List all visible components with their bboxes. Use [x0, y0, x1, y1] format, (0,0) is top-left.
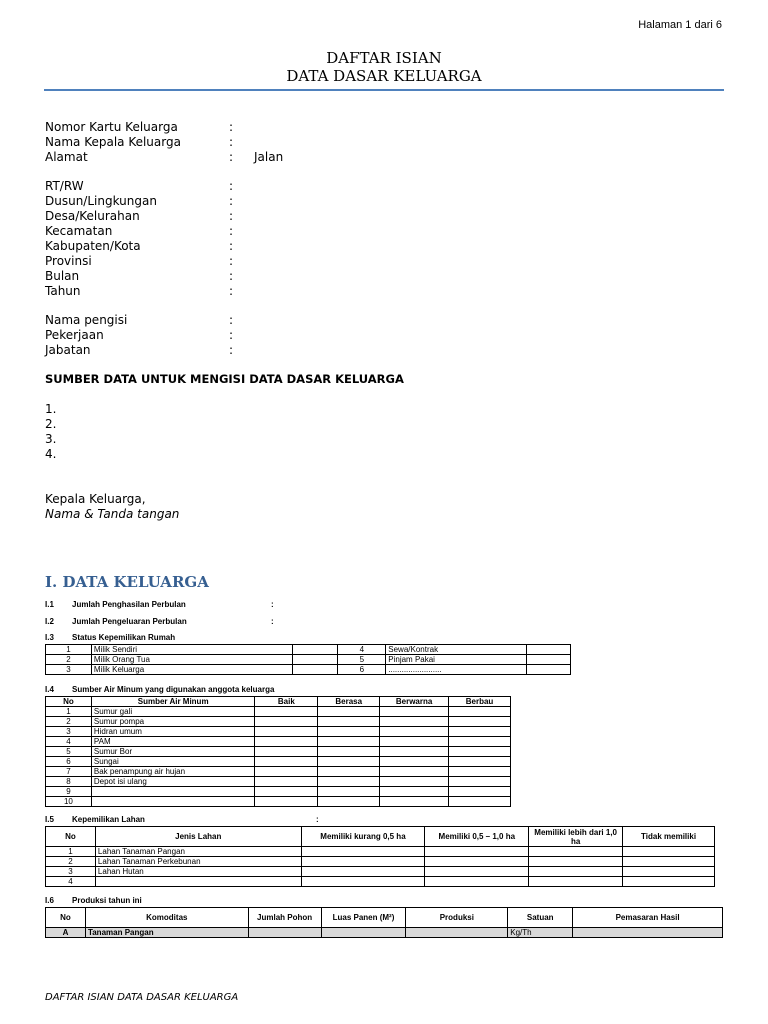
- option-check-cell[interactable]: [527, 655, 571, 665]
- check-cell[interactable]: [449, 787, 511, 797]
- row-number: 1: [46, 847, 96, 857]
- column-header: No: [46, 827, 96, 847]
- field-colon: :: [229, 150, 234, 164]
- water-source-name: [91, 797, 255, 807]
- option-label: Milik Sendiri: [91, 645, 293, 655]
- check-cell[interactable]: [380, 767, 449, 777]
- option-check-cell[interactable]: [527, 645, 571, 655]
- check-cell[interactable]: [380, 757, 449, 767]
- check-cell[interactable]: [380, 747, 449, 757]
- column-header: Baik: [255, 697, 318, 707]
- option-number: 4: [338, 645, 386, 655]
- check-cell[interactable]: [255, 777, 318, 787]
- table-row: [46, 757, 511, 767]
- option-number: 2: [46, 655, 92, 665]
- i5-colon: :: [316, 815, 319, 824]
- page-footer: DAFTAR ISIAN DATA DASAR KELUARGA: [45, 992, 239, 1003]
- option-number: 5: [338, 655, 386, 665]
- check-cell[interactable]: [255, 747, 318, 757]
- i2-label: Jumlah Pengeluaran Perbulan: [72, 617, 187, 626]
- column-header: Berasa: [318, 697, 380, 707]
- land-ownership-table: [45, 826, 715, 887]
- field-label: Nama Kepala Keluarga: [45, 135, 181, 149]
- i1-number: I.1: [45, 600, 54, 609]
- sumber-item: 3.: [45, 432, 57, 446]
- check-cell[interactable]: [318, 747, 380, 757]
- field-label: Kabupaten/Kota: [45, 239, 141, 253]
- jumlah-pohon-cell[interactable]: [248, 928, 321, 938]
- option-label: Milik Orang Tua: [91, 655, 293, 665]
- check-cell[interactable]: [529, 867, 623, 877]
- production-row-komoditas: Tanaman Pangan: [85, 928, 248, 938]
- row-number: 8: [46, 777, 92, 787]
- field-label: Pekerjaan: [45, 328, 104, 342]
- field-colon: :: [229, 239, 234, 253]
- check-cell[interactable]: [380, 737, 449, 747]
- table-row: [46, 747, 511, 757]
- water-source-table: [45, 696, 511, 807]
- i4-label: Sumber Air Minum yang digunakan anggota keluarga: [72, 685, 275, 694]
- row-number: 6: [46, 757, 92, 767]
- i3-label: Status Kepemilikan Rumah: [72, 633, 176, 642]
- check-cell[interactable]: [380, 797, 449, 807]
- check-cell[interactable]: [449, 797, 511, 807]
- field-label: Jabatan: [45, 343, 91, 357]
- check-cell[interactable]: [623, 847, 715, 857]
- check-cell[interactable]: [380, 777, 449, 787]
- check-cell[interactable]: [255, 717, 318, 727]
- water-source-name: Sumur Bor: [91, 747, 255, 757]
- sumber-heading: SUMBER DATA UNTUK MENGISI DATA DASAR KELUARGA: [45, 372, 404, 386]
- i3-number: I.3: [45, 633, 54, 642]
- signature-caption: Nama & Tanda tangan: [45, 507, 180, 521]
- option-check-cell[interactable]: [293, 645, 338, 655]
- option-label: Milik Keluarga: [91, 665, 293, 675]
- i1-label: Jumlah Penghasilan Perbulan: [72, 600, 186, 609]
- column-header: Satuan: [508, 908, 573, 928]
- field-colon: :: [229, 135, 234, 149]
- table-row: [46, 797, 511, 807]
- produksi-cell[interactable]: [406, 928, 508, 938]
- field-label: Desa/Kelurahan: [45, 209, 140, 223]
- check-cell[interactable]: [449, 707, 511, 717]
- column-header: Produksi: [406, 908, 508, 928]
- production-row-no: A: [46, 928, 86, 938]
- column-header: Memiliki lebih dari 1,0 ha: [529, 827, 623, 847]
- check-cell[interactable]: [449, 737, 511, 747]
- field-colon: :: [229, 313, 234, 327]
- check-cell[interactable]: [318, 707, 380, 717]
- row-number: 1: [46, 707, 92, 717]
- check-cell[interactable]: [449, 717, 511, 727]
- check-cell[interactable]: [301, 877, 425, 887]
- doc-title-line2: DATA DASAR KELUARGA: [286, 67, 482, 85]
- table-row: [46, 847, 715, 857]
- check-cell[interactable]: [318, 787, 380, 797]
- column-header: Luas Panen (M²): [321, 908, 406, 928]
- field-label: Tahun: [45, 284, 81, 298]
- column-header: Sumber Air Minum: [91, 697, 255, 707]
- field-colon: :: [229, 224, 234, 238]
- check-cell[interactable]: [529, 877, 623, 887]
- row-number: 9: [46, 787, 92, 797]
- field-value[interactable]: Jalan: [254, 150, 284, 164]
- i2-number: I.2: [45, 617, 54, 626]
- sumber-item: 2.: [45, 417, 57, 431]
- check-cell[interactable]: [449, 747, 511, 757]
- field-label: Dusun/Lingkungan: [45, 194, 157, 208]
- option-label: Sewa/Kontrak: [386, 645, 527, 655]
- signature-title: Kepala Keluarga,: [45, 492, 146, 506]
- option-check-cell[interactable]: [527, 665, 571, 675]
- check-cell[interactable]: [318, 727, 380, 737]
- field-label: Kecamatan: [45, 224, 113, 238]
- field-colon: :: [229, 179, 234, 193]
- row-number: 3: [46, 727, 92, 737]
- land-type-name: Lahan Tanaman Perkebunan: [95, 857, 301, 867]
- check-cell[interactable]: [623, 877, 715, 887]
- check-cell[interactable]: [318, 757, 380, 767]
- field-colon: :: [229, 284, 234, 298]
- table-row: [46, 707, 511, 717]
- column-header: Komoditas: [85, 908, 248, 928]
- check-cell[interactable]: [318, 797, 380, 807]
- i6-label: Produksi tahun ini: [72, 896, 142, 905]
- check-cell[interactable]: [301, 847, 425, 857]
- check-cell[interactable]: [449, 757, 511, 767]
- option-number: 3: [46, 665, 92, 675]
- pemasaran-cell[interactable]: [573, 928, 723, 938]
- field-label: Bulan: [45, 269, 80, 283]
- table-row: [46, 867, 715, 877]
- water-source-name: Sumur pompa: [91, 717, 255, 727]
- table-row: [46, 737, 511, 747]
- check-cell[interactable]: [255, 787, 318, 797]
- water-source-name: [91, 787, 255, 797]
- check-cell[interactable]: [318, 737, 380, 747]
- i5-label: Kepemilikan Lahan: [72, 815, 145, 824]
- column-header: Pemasaran Hasil: [573, 908, 723, 928]
- ownership-row: [46, 645, 571, 655]
- check-cell[interactable]: [255, 737, 318, 747]
- ownership-row: [46, 655, 571, 665]
- title-divider: [44, 89, 724, 91]
- row-number: 7: [46, 767, 92, 777]
- check-cell[interactable]: [623, 857, 715, 867]
- column-header: Jenis Lahan: [95, 827, 301, 847]
- check-cell[interactable]: [380, 727, 449, 737]
- table-row: [46, 777, 511, 787]
- check-cell[interactable]: [380, 707, 449, 717]
- table-row: [46, 767, 511, 777]
- row-number: 10: [46, 797, 92, 807]
- production-row-satuan: Kg/Th: [508, 928, 573, 938]
- production-row: [46, 928, 723, 938]
- check-cell[interactable]: [255, 757, 318, 767]
- row-number: 2: [46, 857, 96, 867]
- check-cell[interactable]: [255, 767, 318, 777]
- sumber-item: 4.: [45, 447, 57, 461]
- ownership-row: [46, 665, 571, 675]
- option-label: Pinjam Pakai: [386, 655, 527, 665]
- i1-colon: :: [271, 600, 274, 609]
- i6-number: I.6: [45, 896, 54, 905]
- table-row: [46, 857, 715, 867]
- land-type-name: Lahan Tanaman Pangan: [95, 847, 301, 857]
- check-cell[interactable]: [301, 867, 425, 877]
- check-cell[interactable]: [255, 797, 318, 807]
- i2-colon: :: [271, 617, 274, 626]
- field-label: Provinsi: [45, 254, 92, 268]
- column-header: No: [46, 908, 86, 928]
- option-check-cell[interactable]: [293, 655, 338, 665]
- page-indicator: Halaman 1 dari 6: [638, 19, 722, 31]
- check-cell[interactable]: [425, 857, 529, 867]
- water-source-name: Hidran umum: [91, 727, 255, 737]
- field-colon: :: [229, 209, 234, 223]
- field-colon: :: [229, 269, 234, 283]
- row-number: 4: [46, 877, 96, 887]
- check-cell[interactable]: [318, 777, 380, 787]
- row-number: 5: [46, 747, 92, 757]
- sumber-item: 1.: [45, 402, 57, 416]
- water-source-name: Depot isi ulang: [91, 777, 255, 787]
- check-cell[interactable]: [425, 877, 529, 887]
- row-number: 4: [46, 737, 92, 747]
- check-cell[interactable]: [380, 787, 449, 797]
- land-type-name: Lahan Hutan: [95, 867, 301, 877]
- check-cell[interactable]: [255, 707, 318, 717]
- table-row: [46, 717, 511, 727]
- column-header: Memiliki kurang 0,5 ha: [301, 827, 425, 847]
- table-row: [46, 727, 511, 737]
- check-cell[interactable]: [623, 867, 715, 877]
- check-cell[interactable]: [425, 867, 529, 877]
- option-label: ........................: [386, 665, 527, 675]
- water-source-name: Bak penampung air hujan: [91, 767, 255, 777]
- section-title: I. DATA KELUARGA: [45, 573, 209, 591]
- column-header: No: [46, 697, 92, 707]
- water-source-name: Sungai: [91, 757, 255, 767]
- check-cell[interactable]: [449, 727, 511, 737]
- column-header: Berwarna: [380, 697, 449, 707]
- land-type-name: [95, 877, 301, 887]
- field-label: RT/RW: [45, 179, 84, 193]
- check-cell[interactable]: [449, 767, 511, 777]
- field-colon: :: [229, 343, 234, 357]
- field-colon: :: [229, 254, 234, 268]
- check-cell[interactable]: [449, 777, 511, 787]
- check-cell[interactable]: [529, 857, 623, 867]
- field-label: Nomor Kartu Keluarga: [45, 120, 178, 134]
- field-label: Alamat: [45, 150, 88, 164]
- field-colon: :: [229, 328, 234, 342]
- option-number: 1: [46, 645, 92, 655]
- column-header: Memiliki 0,5 – 1,0 ha: [425, 827, 529, 847]
- water-source-name: PAM: [91, 737, 255, 747]
- row-number: 3: [46, 867, 96, 877]
- option-number: 6: [338, 665, 386, 675]
- water-source-name: Sumur gali: [91, 707, 255, 717]
- check-cell[interactable]: [255, 727, 318, 737]
- column-header: Berbau: [449, 697, 511, 707]
- field-colon: :: [229, 194, 234, 208]
- field-colon: :: [229, 120, 234, 134]
- check-cell[interactable]: [301, 857, 425, 867]
- table-row: [46, 787, 511, 797]
- check-cell[interactable]: [529, 847, 623, 857]
- production-table: [45, 907, 723, 938]
- check-cell[interactable]: [318, 767, 380, 777]
- row-number: 2: [46, 717, 92, 727]
- column-header: Tidak memiliki: [623, 827, 715, 847]
- field-label: Nama pengisi: [45, 313, 128, 327]
- luas-panen-cell[interactable]: [321, 928, 406, 938]
- i4-number: I.4: [45, 685, 54, 694]
- house-ownership-table: [45, 644, 571, 675]
- check-cell[interactable]: [380, 717, 449, 727]
- check-cell[interactable]: [425, 847, 529, 857]
- i5-number: I.5: [45, 815, 54, 824]
- column-header: Jumlah Pohon: [248, 908, 321, 928]
- table-row: [46, 877, 715, 887]
- doc-title-line1: DAFTAR ISIAN: [326, 49, 442, 67]
- check-cell[interactable]: [318, 717, 380, 727]
- option-check-cell[interactable]: [293, 665, 338, 675]
